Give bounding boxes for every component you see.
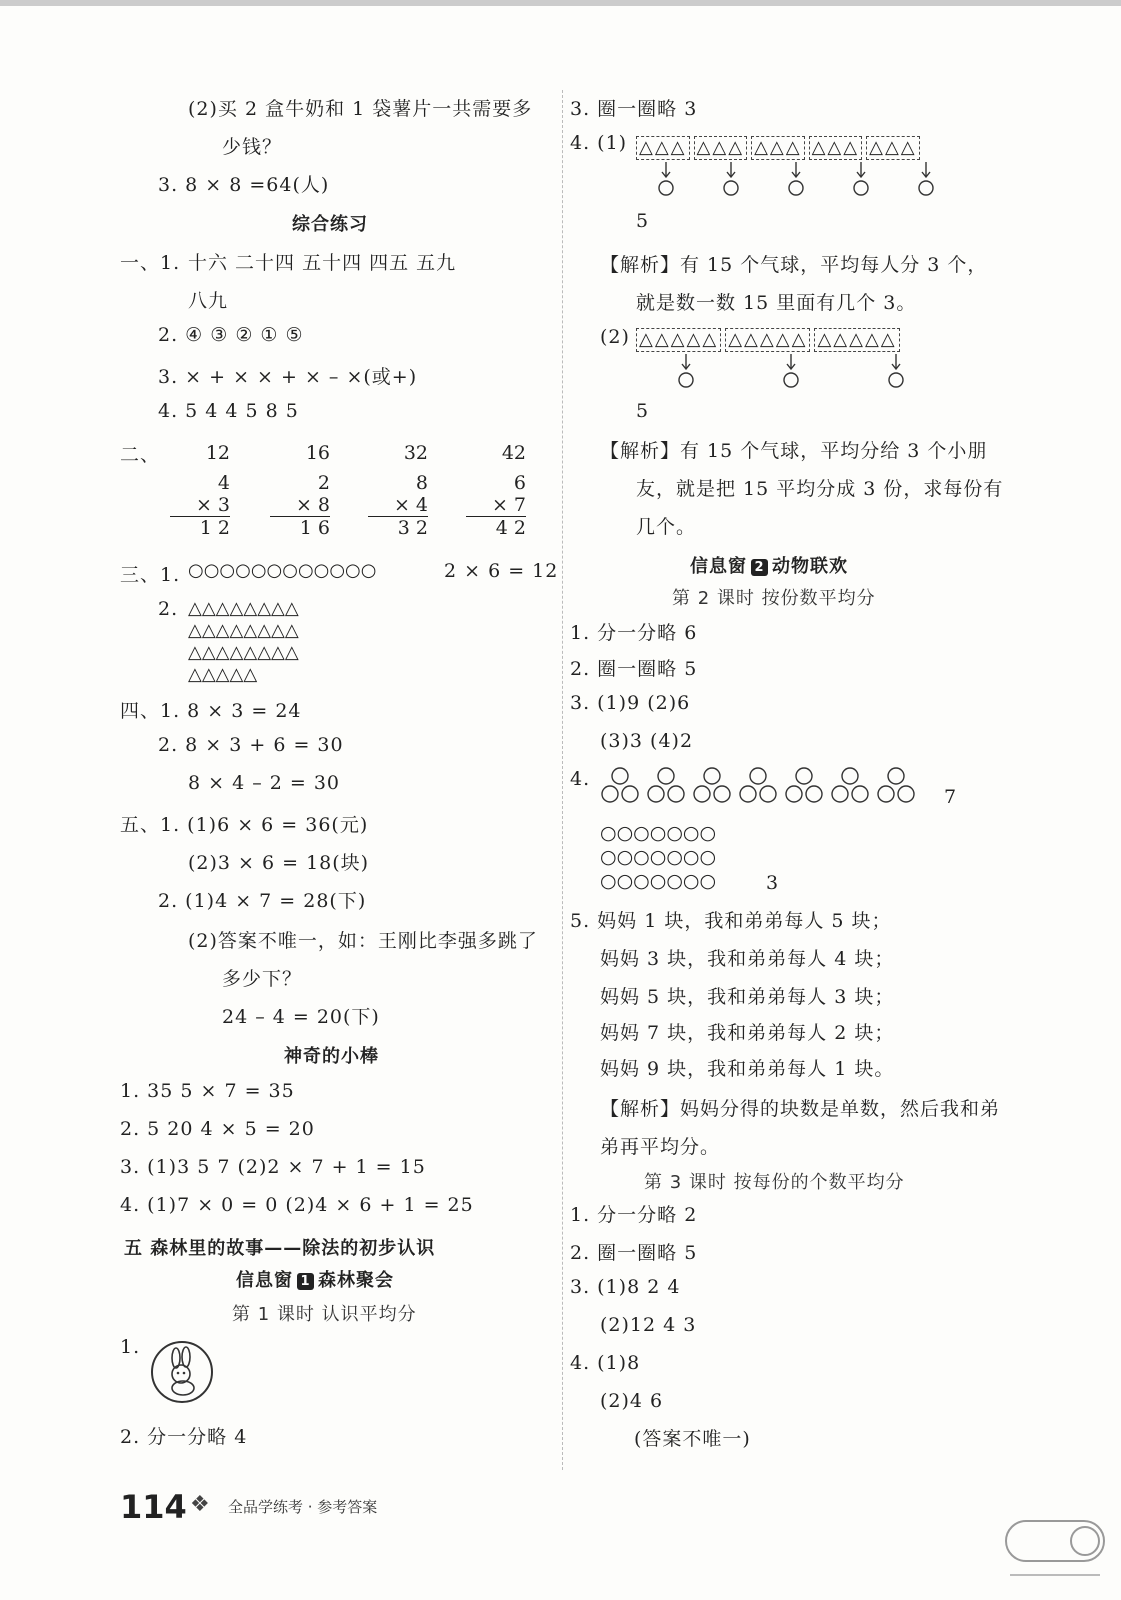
lesson-heading: 第 1 课时 认识平均分	[232, 1304, 417, 1325]
answer-line: 2 × 6 = 12	[444, 560, 559, 582]
answer-line: 妈妈 7 块，我和弟弟每人 2 块；	[600, 1022, 895, 1044]
answer-line: 2. 圈一圈略 5	[570, 1242, 698, 1264]
answer-line: 多少下？	[222, 968, 303, 990]
column-divider	[562, 90, 563, 1470]
answer-line: 八九	[188, 290, 229, 312]
answer-value: 3	[766, 872, 780, 894]
answer-line: 十六 二十四 五十四 四五 五九	[188, 252, 457, 274]
answer-line: 妈妈 5 块，我和弟弟每人 3 块；	[600, 986, 895, 1008]
answer-line: 1. 分一分略 6	[570, 622, 698, 644]
product: 1 2	[170, 516, 230, 539]
answer-line: 四、1. 8 × 3 = 24	[120, 700, 302, 722]
answer-line: 4. (1)8	[570, 1352, 641, 1374]
multiplier-digit: 8	[415, 472, 428, 494]
answer-line: 3. 8 × 8 =64(人)	[158, 174, 330, 196]
vertical-multiplication	[270, 442, 330, 539]
answer-line: 3. 圈一圈略 3	[570, 98, 698, 120]
info-window-number: 2	[751, 559, 768, 576]
answer-line: 2. ④ ③ ② ① ⑤	[158, 324, 304, 346]
product: 1 6	[270, 516, 330, 539]
section-heading: 综合练习	[292, 214, 368, 235]
unit-heading: 五 森林里的故事——除法的初步认识	[124, 1238, 436, 1259]
info-window-title: 森林聚会	[318, 1270, 394, 1291]
vertical-multiplication	[368, 442, 428, 539]
answer-line: 4. (1)7 × 0 = 0 (2)4 × 6 + 1 = 25	[120, 1194, 474, 1216]
question-number: 2.	[158, 598, 179, 620]
answer-value: 7	[944, 786, 958, 808]
analysis-line: 弟再平均分。	[600, 1136, 721, 1158]
section-heading: 神奇的小棒	[284, 1046, 379, 1067]
info-window-label: 信息窗	[236, 1270, 293, 1291]
answer-value: 5	[636, 210, 650, 232]
answer-line: 3. (1)9 (2)6	[570, 692, 691, 714]
triangle-row: △△△△△△△△	[188, 598, 299, 619]
info-window-heading	[690, 552, 848, 578]
question-number: 4.	[570, 768, 591, 790]
answer-line: 五、1. (1)6 × 6 = 36(元)	[120, 814, 369, 836]
answer-line: 3. (1)8 2 4	[570, 1276, 681, 1298]
question-number: 二、	[120, 444, 161, 466]
answer-line: 1. 分一分略 2	[570, 1204, 698, 1226]
circle-row: ○○○○○○○○○○○○	[188, 560, 377, 581]
multiplicand: 16	[305, 442, 330, 464]
info-window-title: 动物联欢	[772, 556, 848, 577]
answer-line: 2. 5 20 4 × 5 = 20	[120, 1118, 315, 1140]
grouped-triangles	[636, 326, 904, 352]
multiplier: × 4	[393, 494, 428, 516]
answer-value: 5	[636, 400, 650, 422]
answer-line: 2. 分一分略 4	[120, 1426, 248, 1448]
multiplicand: 12	[205, 442, 230, 464]
circle-pyramids	[600, 766, 920, 806]
answer-line: 5. 妈妈 1 块，我和弟弟每人 5 块；	[570, 910, 892, 932]
question-number: 一、1.	[120, 252, 181, 274]
watermark-stamp-icon	[1000, 1515, 1110, 1585]
answer-line: 8 × 4 – 2 = 30	[188, 772, 341, 794]
triangle-group: △△△	[751, 136, 805, 160]
triangle-group: △△△	[809, 136, 863, 160]
triangle-row: △△△△△△△△	[188, 620, 299, 641]
analysis-line: 【解析】有 15 个气球，平均每人分 3 个，	[600, 254, 988, 276]
lesson-heading: 第 2 课时 按份数平均分	[672, 588, 876, 609]
analysis-line: 友，就是把 15 平均分成 3 份，求每份有	[636, 478, 1004, 500]
answer-line: 3. × + × × + × – ×(或+)	[158, 366, 418, 388]
book-title: 全品学练考 · 参考答案	[228, 1498, 378, 1516]
product: 4 2	[466, 516, 526, 539]
answer-line: (2)12 4 3	[600, 1314, 697, 1336]
analysis-line: 【解析】有 15 个气球，平均分给 3 个小朋	[600, 440, 988, 462]
triangle-group: △△△	[636, 136, 690, 160]
circle-row: ○○○○○○○	[600, 870, 717, 892]
multiplier: × 7	[491, 494, 526, 516]
rabbit-icon	[150, 1340, 214, 1404]
answer-line: (2)4 6	[600, 1390, 664, 1412]
analysis-line: 几个。	[636, 516, 697, 538]
answer-line: (2)答案不唯一，如：王刚比李强多跳了	[188, 930, 538, 952]
circle-row: ○○○○○○○	[600, 822, 717, 844]
analysis-line: 【解析】妈妈分得的块数是单数，然后我和弟	[600, 1098, 1001, 1120]
grouped-triangles	[636, 134, 924, 160]
answer-line: 少钱？	[222, 136, 283, 158]
answer-line: 2. (1)4 × 7 = 28(下)	[158, 890, 367, 912]
triangle-group: △△△△△	[814, 328, 899, 352]
answer-line: 24 – 4 = 20(下)	[222, 1006, 380, 1028]
info-window-label: 信息窗	[690, 556, 747, 577]
arrows-to-circles	[636, 352, 966, 392]
lesson-heading: 第 3 课时 按每份的个数平均分	[644, 1172, 905, 1193]
answer-line: (2)3 × 6 = 18(块)	[188, 852, 370, 874]
triangle-row: △△△△△	[188, 664, 258, 685]
info-window-number: 1	[297, 1273, 314, 1290]
triangle-group: △△△	[866, 136, 920, 160]
multiplier: × 3	[195, 494, 230, 516]
arrows-to-circles	[636, 160, 966, 200]
triangle-group: △△△△△	[636, 328, 721, 352]
answer-line: 妈妈 3 块，我和弟弟每人 4 块；	[600, 948, 895, 970]
info-window-heading	[236, 1266, 394, 1292]
answer-line: 2. 8 × 3 + 6 = 30	[158, 734, 344, 756]
answer-line: 2. 圈一圈略 5	[570, 658, 698, 680]
triangle-row: △△△△△△△△	[188, 642, 299, 663]
multiplier-digit: 4	[217, 472, 230, 494]
triangle-group: △△△	[694, 136, 748, 160]
triangle-group: △△△△△	[725, 328, 810, 352]
analysis-line: 就是数一数 15 里面有几个 3。	[636, 292, 917, 314]
answer-line: (3)3 (4)2	[600, 730, 694, 752]
vertical-multiplication	[170, 442, 230, 539]
multiplier-digit: 6	[513, 472, 526, 494]
answer-line: (答案不唯一)	[634, 1428, 751, 1450]
answer-line: 4. (1)	[570, 132, 628, 154]
question-number: 三、1.	[120, 564, 181, 586]
answer-line: 1. 35 5 × 7 = 35	[120, 1080, 295, 1102]
product: 3 2	[368, 516, 428, 539]
multiplier: × 8	[295, 494, 330, 516]
answer-line: 4. 5 4 4 5 8 5	[158, 400, 299, 422]
answer-line: (2)	[600, 326, 630, 348]
vertical-multiplication	[466, 442, 526, 539]
answer-line: 妈妈 9 块，我和弟弟每人 1 块。	[600, 1058, 895, 1080]
multiplicand: 42	[501, 442, 526, 464]
answer-line: (2)买 2 盒牛奶和 1 袋薯片一共需要多	[188, 98, 533, 120]
multiplicand: 32	[403, 442, 428, 464]
question-number: 1.	[120, 1336, 141, 1358]
page-number: 114	[120, 1488, 187, 1526]
multiplier-digit: 2	[317, 472, 330, 494]
diamond-cluster-icon: ❖	[190, 1492, 210, 1517]
top-edge	[0, 0, 1121, 6]
circle-row: ○○○○○○○	[600, 846, 717, 868]
answer-line: 3. (1)3 5 7 (2)2 × 7 + 1 = 15	[120, 1156, 426, 1178]
